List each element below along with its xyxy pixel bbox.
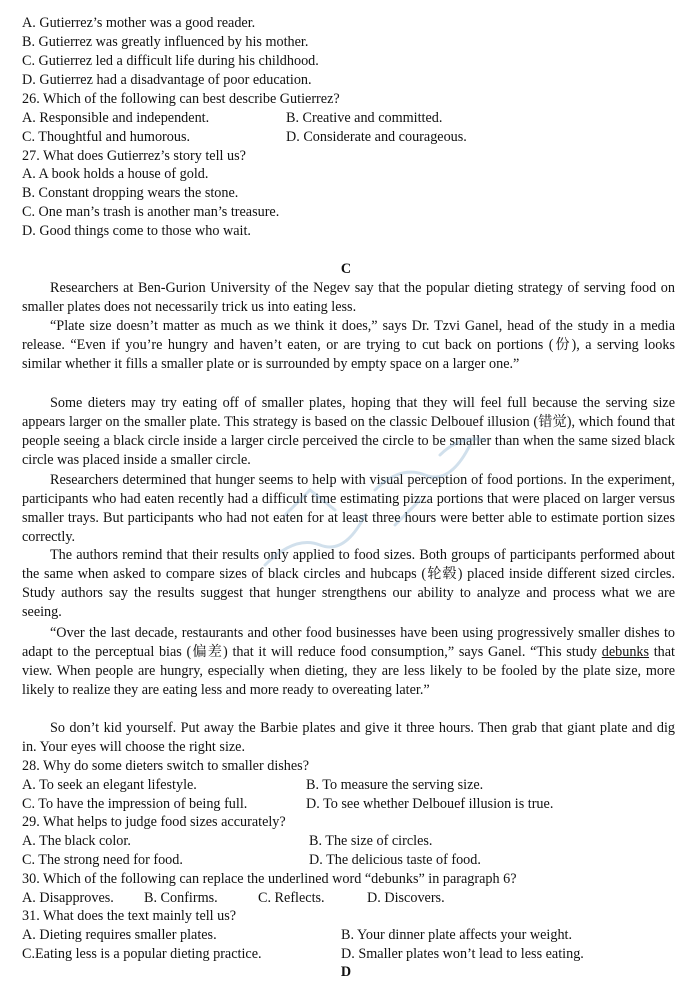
q27-option-d: D. Good things come to those who wait. bbox=[22, 223, 251, 239]
section-c-heading: C bbox=[340, 261, 352, 277]
q26-option-d: D. Considerate and courageous. bbox=[286, 129, 467, 145]
q28-stem: 28. Why do some dieters switch to smaller dishes? bbox=[22, 758, 309, 774]
q28-option-c: C. To have the impression of being full. bbox=[22, 796, 248, 812]
q25-option-c: C. Gutierrez led a difficult life during his childhood. bbox=[22, 53, 319, 69]
q30-option-a: A. Disapproves. bbox=[22, 890, 114, 906]
q29-option-a: A. The black color. bbox=[22, 833, 131, 849]
p6-text-after: that view. When people are hungry, especially when dieting, they are less likely to be fooled by the plate size, more likely to realize they are eating less and more ready to overeating later.” bbox=[22, 644, 676, 699]
q25-option-b: B. Gutierrez was greatly influenced by his mother. bbox=[22, 34, 309, 50]
q27-option-a: A. A book holds a house of gold. bbox=[22, 166, 209, 182]
q30-stem: 30. Which of the following can replace the underlined word “debunks” in paragraph 6? bbox=[22, 871, 517, 887]
passage-paragraph-6 bbox=[22, 624, 675, 700]
underlined-word-debunks: debunks bbox=[601, 644, 650, 661]
q31-option-c: C.Eating less is a popular dieting practice. bbox=[22, 946, 262, 962]
q27-option-b: B. Constant dropping wears the stone. bbox=[22, 185, 239, 201]
q30-options-row bbox=[0, 889, 692, 908]
q25-option-a: A. Gutierrez’s mother was a good reader. bbox=[22, 15, 256, 31]
q28-option-a: A. To seek an elegant lifestyle. bbox=[22, 777, 197, 793]
section-d-heading: D bbox=[340, 964, 352, 980]
passage-paragraph-3: Some dieters may try eating off of smaller plates, hoping that they will feel full because the serving size appears larger on the smaller plate. This strategy is based on the classic Delbouef illusion (错觉), which found that people seeing a black circle inside a larger circle perceived the circle to be smaller than when the same sized black circle was placed inside a smaller circle. bbox=[22, 395, 675, 469]
q25-option-d: D. Gutierrez had a disadvantage of poor education. bbox=[22, 72, 312, 88]
q29-option-c: C. The strong need for food. bbox=[22, 852, 183, 868]
q26-stem: 26. Which of the following can best describe Gutierrez? bbox=[22, 91, 340, 107]
q27-option-c: C. One man’s trash is another man’s treasure. bbox=[22, 204, 280, 220]
q30-option-b: B. Confirms. bbox=[144, 890, 218, 906]
q26-option-b: B. Creative and committed. bbox=[286, 110, 443, 126]
q29-option-d: D. The delicious taste of food. bbox=[309, 852, 481, 868]
q28-option-b: B. To measure the serving size. bbox=[306, 777, 484, 793]
passage-paragraph-5: The authors remind that their results only applied to food sizes. Both groups of participants performed about the same when asked to compare sizes of black circles and hubcaps (轮毂) placed inside different sized circles. Study authors say the results suggest that hunger strengthens our ability to analyze and process what we are seeing. bbox=[22, 547, 675, 621]
q31-option-a: A. Dieting requires smaller plates. bbox=[22, 927, 217, 943]
q31-option-d: D. Smaller plates won’t lead to less eating. bbox=[341, 946, 584, 962]
q31-stem: 31. What does the text mainly tell us? bbox=[22, 908, 237, 924]
passage-paragraph-7: So don’t kid yourself. Put away the Barbie plates and give it three hours. Then grab that giant plate and dig in. Your eyes will choose the right size. bbox=[22, 720, 675, 756]
q26-option-c: C. Thoughtful and humorous. bbox=[22, 129, 191, 145]
q30-option-d: D. Discovers. bbox=[367, 890, 445, 906]
q29-option-b: B. The size of circles. bbox=[309, 833, 433, 849]
q27-stem: 27. What does Gutierrez’s story tell us? bbox=[22, 148, 246, 164]
p6-text-before: “Over the last decade, restaurants and other food businesses have been using progressively smaller dishes to adapt to the perceptual bias (偏差) that it will reduce food consumption,” says Ganel. “This study bbox=[22, 625, 675, 661]
passage-paragraph-4: Researchers determined that hunger seems to help with visual perception of food portions. In the experiment, participants who had eaten recently had a difficult time estimating pizza portions that were placed on larger versus smaller trays. But participants who had not eaten for at least three hours were better able to estimate portion sizes correctly. bbox=[22, 472, 675, 546]
passage-paragraph-1: Researchers at Ben-Gurion University of the Negev say that the popular dieting strategy of serving food on smaller plates does not necessarily trick us into eating less. bbox=[22, 280, 675, 316]
q29-stem: 29. What helps to judge food sizes accurately? bbox=[22, 814, 286, 830]
q31-option-b: B. Your dinner plate affects your weight. bbox=[341, 927, 573, 943]
passage-paragraph-2: “Plate size doesn’t matter as much as we think it does,” says Dr. Tzvi Ganel, head of the study in a media release. “Even if you’re hungry and haven’t eaten, or are trying to cut back on portions (份), a serving looks similar whether it fills a smaller plate or is surrounded by empty space on a larger one.” bbox=[22, 318, 675, 373]
q30-option-c: C. Reflects. bbox=[258, 890, 325, 906]
q26-option-a: A. Responsible and independent. bbox=[22, 110, 210, 126]
q28-option-d: D. To see whether Delbouef illusion is true. bbox=[306, 796, 554, 812]
